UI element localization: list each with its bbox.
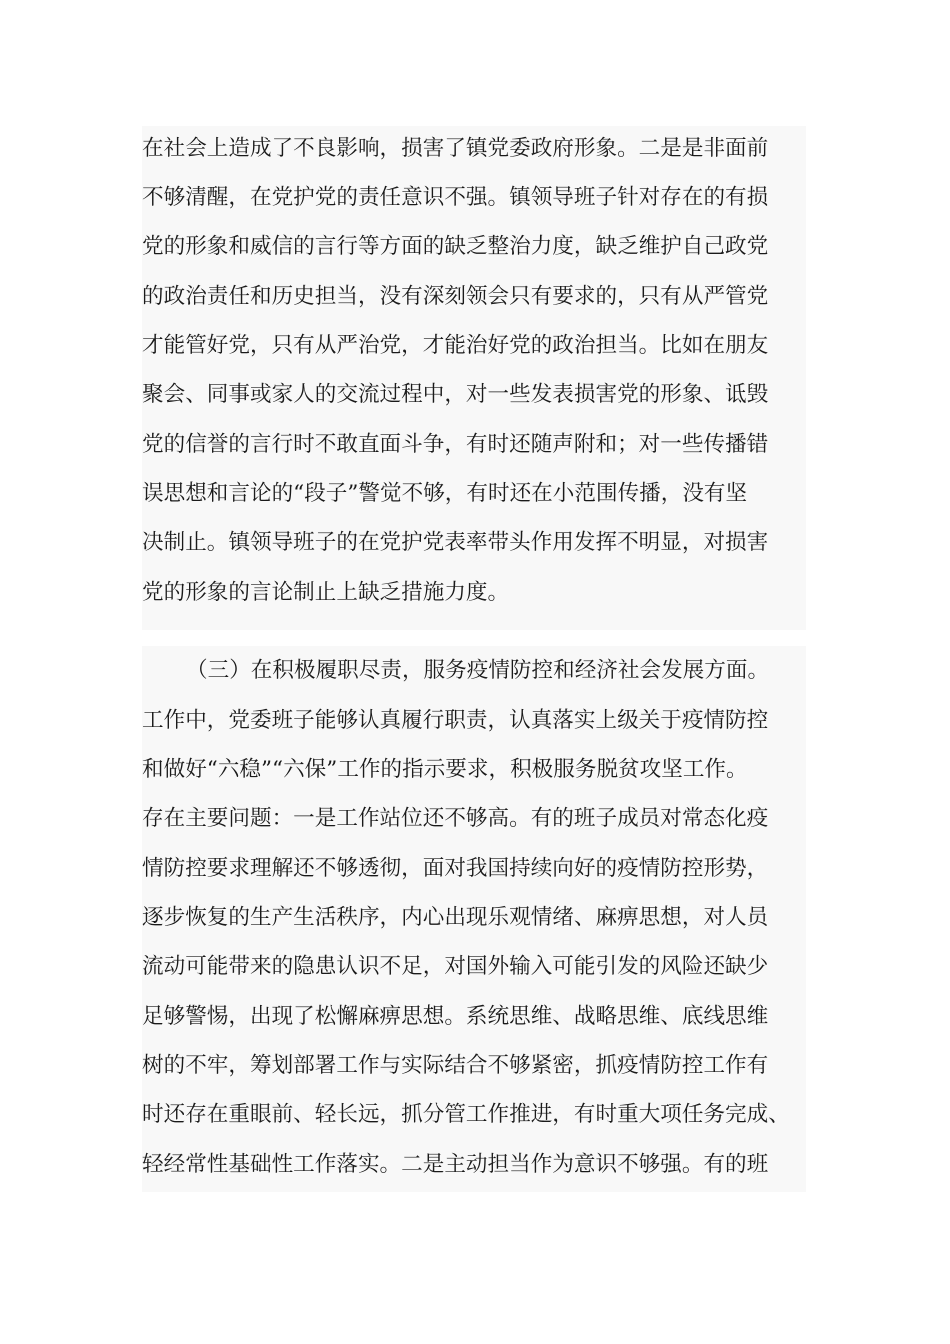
text-line: 存在主要问题：一是工作站位还不够高。有的班子成员对常态化疫 (142, 806, 769, 831)
section-heading-line: （三）在积极履职尽责，服务疫情防控和经济社会发展方面。 (186, 658, 770, 683)
text-line: 党的信誉的言行时不敢直面斗争，有时还随声附和；对一些传播错 (142, 432, 769, 457)
text-line: 时还存在重眼前、轻长远，抓分管工作推进，有时重大项任务完成、 (142, 1102, 790, 1127)
text-line: 流动可能带来的隐患认识不足，对国外输入可能引发的风险还缺少 (142, 954, 769, 979)
text-line: 逐步恢复的生产生活秩序，内心出现乐观情绪、麻痹思想，对人员 (142, 905, 769, 930)
text-line: 不够清醒，在党护党的责任意识不强。镇领导班子针对存在的有损 (142, 185, 769, 210)
text-line: 轻经常性基础性工作落实。二是主动担当作为意识不够强。有的班 (142, 1152, 769, 1177)
text-line: 的政治责任和历史担当，没有深刻领会只有要求的，只有从严管党 (142, 284, 769, 309)
text-line: 才能管好党，只有从严治党，才能治好党的政治担当。比如在朋友 (142, 333, 769, 358)
text-line: 和做好“六稳”“六保”工作的指示要求，积极服务脱贫攻坚工作。 (142, 757, 748, 782)
text-line: 工作中，党委班子能够认真履行职责，认真落实上级关于疫情防控 (142, 708, 769, 733)
paragraph-1 (142, 126, 806, 630)
text-line: 决制止。镇领导班子的在党护党表率带头作用发挥不明显，对损害 (142, 530, 769, 555)
text-line: 在社会上造成了不良影响，损害了镇党委政府形象。二是是非面前 (142, 136, 769, 161)
text-line: 情防控要求理解还不够透彻，面对我国持续向好的疫情防控形势， (142, 856, 769, 881)
text-line: 聚会、同事或家人的交流过程中，对一些发表损害党的形象、诋毁 (142, 382, 769, 407)
text-line: 树的不牢，筹划部署工作与实际结合不够紧密，抓疫情防控工作有 (142, 1053, 769, 1078)
text-line: 党的形象的言论制止上缺乏措施力度。 (142, 580, 510, 605)
text-line: 足够警惕，出现了松懈麻痹思想。系统思维、战略思维、底线思维 (142, 1004, 769, 1029)
paragraph-2 (142, 646, 806, 1192)
text-line: 误思想和言论的“段子”警觉不够，有时还在小范围传播，没有坚 (142, 481, 748, 506)
text-line: 党的形象和威信的言行等方面的缺乏整治力度，缺乏维护自己政党 (142, 234, 769, 259)
